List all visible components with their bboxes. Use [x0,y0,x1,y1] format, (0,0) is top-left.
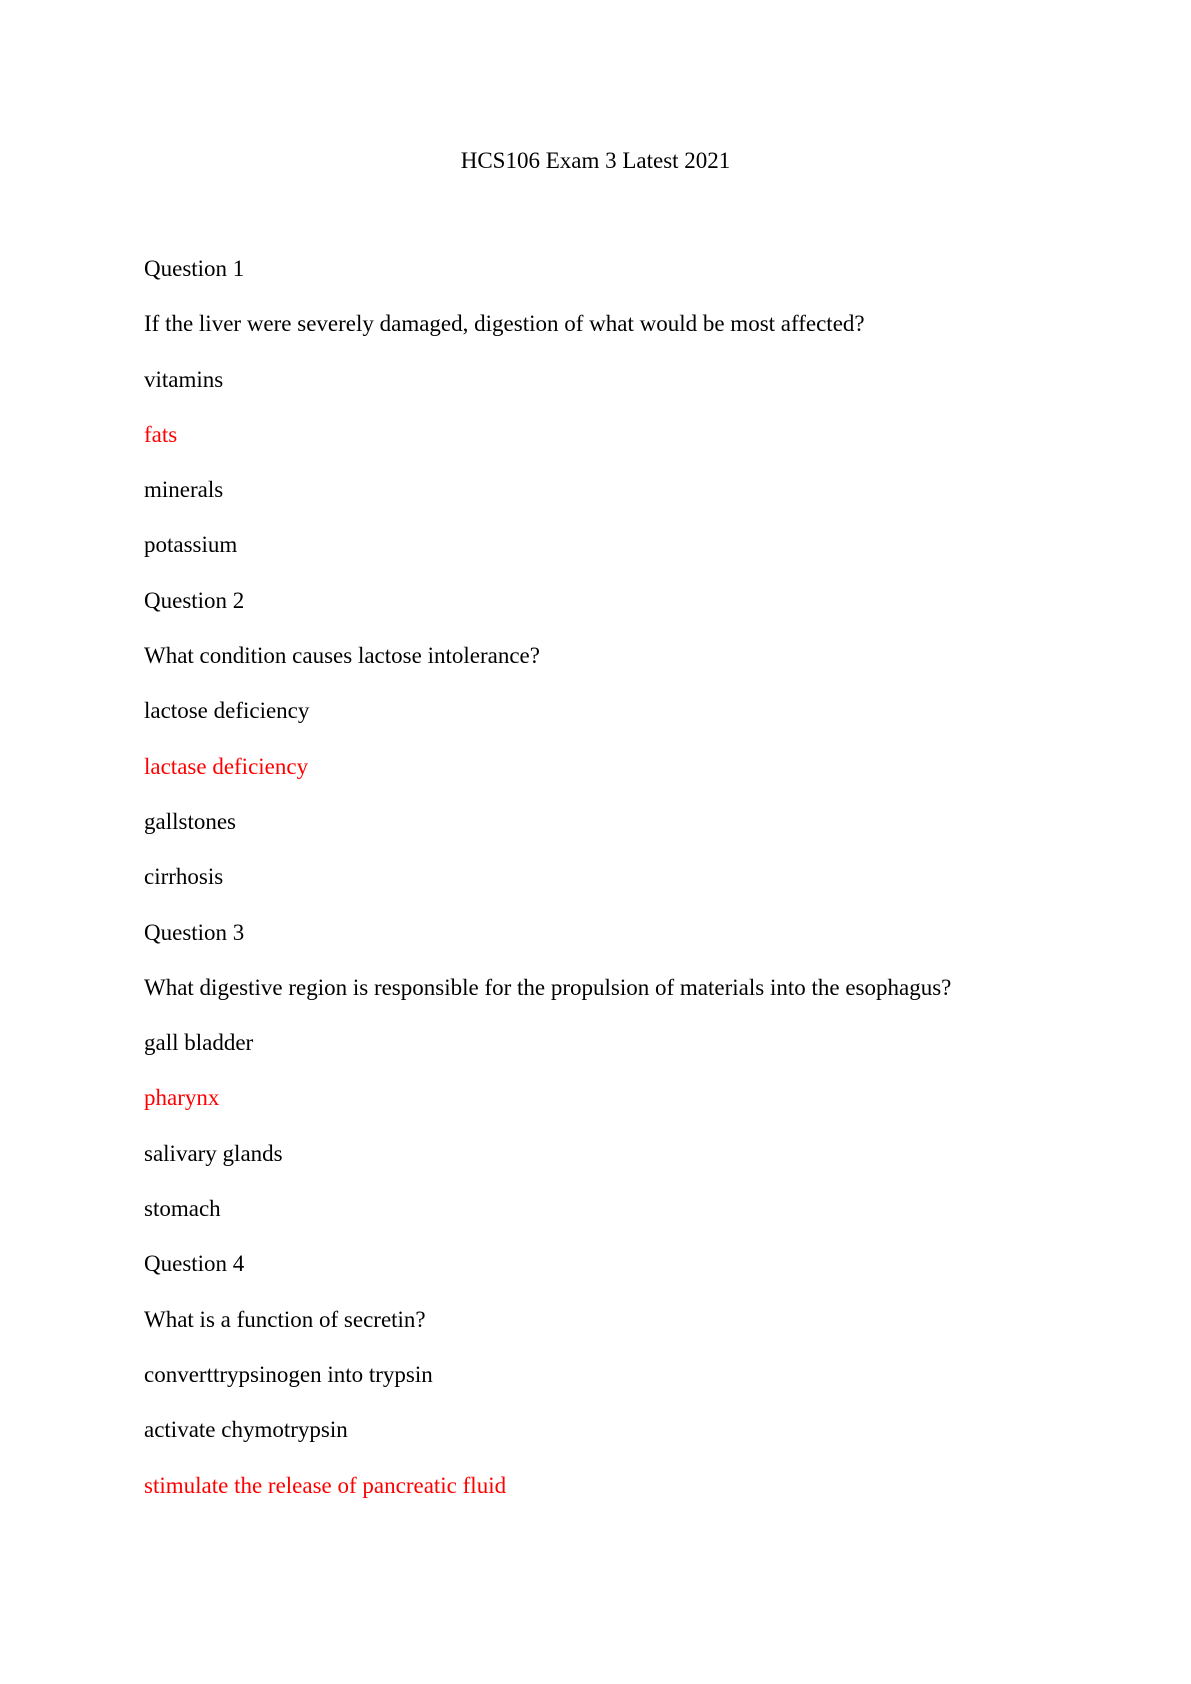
document-title: HCS106 Exam 3 Latest 2021 [460,148,731,173]
answer-option: activate chymotrypsin [144,1417,348,1443]
document-body [144,254,1084,1526]
answer-option: cirrhosis [144,864,224,890]
question-prompt: What is a function of secretin? [144,1306,426,1332]
answer-option: potassium [144,532,238,558]
answer-option: lactose deficiency [144,698,310,724]
question-prompt: What condition causes lactose intolerance? [144,643,540,669]
correct-answer-option: stimulate the release of pancreatic fluid [144,1472,507,1498]
question-label: Question 1 [144,256,245,281]
question-prompt: If the liver were severely damaged, digestion of what would be most affected? [144,311,865,337]
answer-option: gallstones [144,808,236,834]
correct-answer-option: fats [144,421,178,447]
answer-option: stomach [144,1196,221,1222]
question-label: Question 3 [144,919,245,945]
answer-option: minerals [144,477,224,503]
answer-option: salivary glands [144,1140,283,1166]
answer-option: converttrypsinogen into trypsin [144,1361,433,1387]
answer-option: gall bladder [144,1030,254,1056]
answer-option: vitamins [144,366,224,392]
correct-answer-option: lactase deficiency [144,753,309,779]
question-label: Question 4 [144,1251,245,1277]
question-label: Question 2 [144,587,245,613]
correct-answer-option: pharynx [144,1085,220,1111]
question-prompt: What digestive region is responsible for the propulsion of materials into the esophagus? [144,974,952,1000]
